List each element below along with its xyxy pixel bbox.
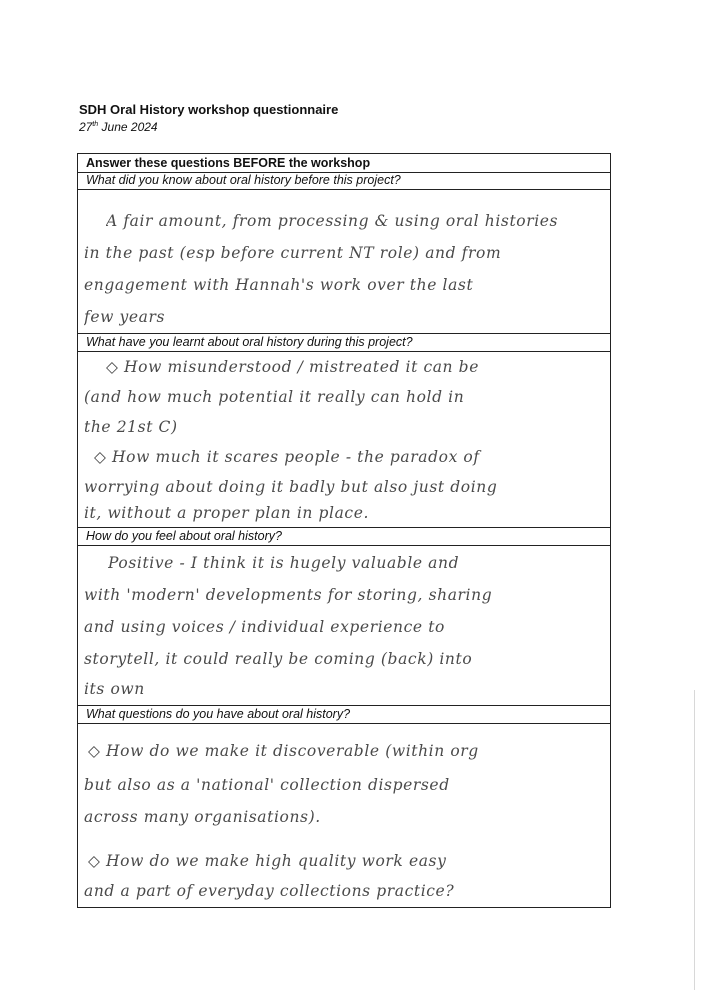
answer-line: across many organisations). bbox=[84, 808, 321, 826]
section-feelings bbox=[78, 528, 610, 706]
question-open-questions: What questions do you have about oral history? bbox=[78, 706, 610, 724]
answer-line: and using voices / individual experience to bbox=[84, 618, 445, 636]
answer-line: its own bbox=[84, 680, 145, 698]
answer-line: few years bbox=[84, 308, 166, 326]
question-feelings: How do you feel about oral history? bbox=[78, 528, 610, 546]
answer-line: A fair amount, from processing & using oral histories bbox=[106, 212, 559, 230]
answer-line: in the past (esp before current NT role) and from bbox=[84, 244, 502, 262]
answer-line: engagement with Hannah's work over the last bbox=[84, 276, 474, 294]
answer-line: worrying about doing it badly but also just doing bbox=[84, 478, 498, 496]
scan-edge-line bbox=[694, 690, 695, 990]
date-suffix: th bbox=[92, 121, 99, 128]
question-learnt: What have you learnt about oral history during this project? bbox=[78, 334, 610, 352]
date-day: 27 bbox=[79, 120, 93, 134]
page-title: SDH Oral History workshop questionnaire bbox=[79, 102, 339, 117]
answer-line: the 21st C) bbox=[84, 418, 178, 436]
section-questions bbox=[78, 706, 610, 907]
answer-line: but also as a 'national' collection dispersed bbox=[84, 776, 450, 794]
answer-line: Positive - I think it is hugely valuable and bbox=[108, 554, 460, 572]
page-date bbox=[79, 120, 158, 134]
answer-line: with 'modern' developments for storing, sharing bbox=[84, 586, 493, 604]
date-rest: June 2024 bbox=[98, 120, 158, 134]
answer-line: and a part of everyday collections practice? bbox=[84, 882, 455, 900]
answer-line: ◇ How misunderstood / mistreated it can be bbox=[106, 358, 479, 376]
section-learnt bbox=[78, 334, 610, 528]
answer-line: it, without a proper plan in place. bbox=[84, 504, 370, 522]
table-header: Answer these questions BEFORE the workshop bbox=[78, 154, 610, 173]
questionnaire-table bbox=[77, 153, 611, 908]
answer-line: ◇ How do we make it discoverable (within org bbox=[88, 742, 479, 760]
answer-line: ◇ How much it scares people - the paradox of bbox=[94, 448, 480, 466]
answer-line: ◇ How do we make high quality work easy bbox=[88, 852, 447, 870]
answer-line: storytell, it could really be coming (back) into bbox=[84, 650, 473, 668]
question-prior-knowledge: What did you know about oral history before this project? bbox=[78, 172, 610, 190]
section-prior-knowledge bbox=[78, 172, 610, 334]
answer-line: (and how much potential it really can hold in bbox=[84, 388, 465, 406]
